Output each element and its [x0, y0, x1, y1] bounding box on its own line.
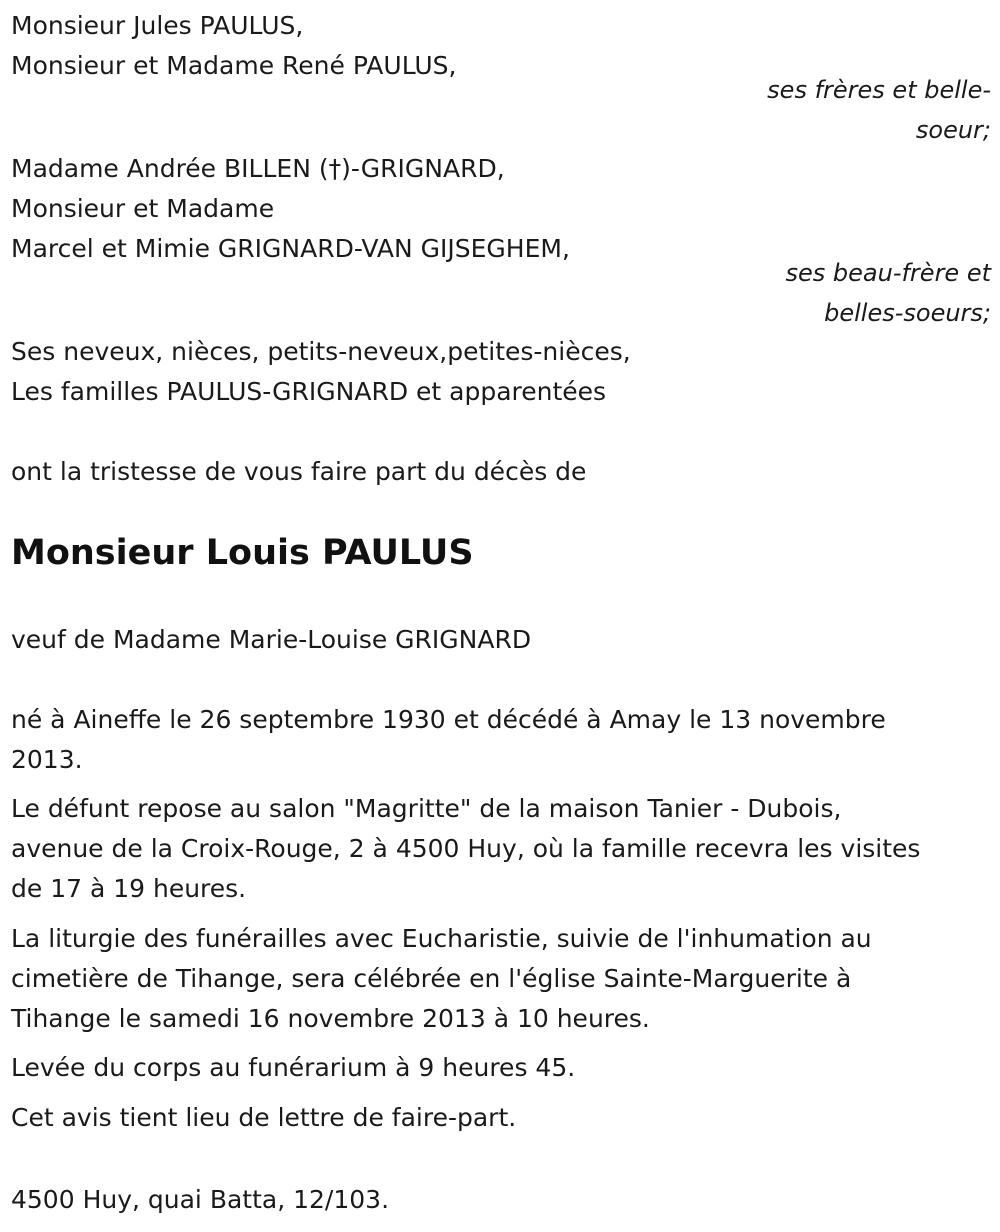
birth-death-line1: né à Aineffe le 26 septembre 1930 et décédé à Amay le 13 novembre	[11, 705, 886, 734]
relation-in-laws-line1: ses beau-frère et	[785, 259, 991, 287]
repose-line1: Le défunt repose au salon "Magritte" de la maison Tanier - Dubois,	[11, 794, 842, 823]
relation-siblings-line2: soeur;	[915, 116, 991, 144]
repose-line2: avenue de la Croix-Rouge, 2 à 4500 Huy, où la famille recevra les visites	[11, 834, 921, 863]
birth-death-line2: 2013.	[11, 745, 83, 774]
levee-line: Levée du corps au funérarium à 9 heures 45.	[11, 1053, 576, 1082]
family-member-rene: Monsieur et Madame René PAULUS,	[11, 51, 457, 80]
family-related: Les familles PAULUS-GRIGNARD et apparentées	[11, 377, 607, 406]
address-line: 4500 Huy, quai Batta, 12/103.	[11, 1185, 390, 1214]
liturgy-line3: Tihange le samedi 16 novembre 2013 à 10 heures.	[11, 1004, 650, 1033]
family-member-marcel-heading: Monsieur et Madame	[11, 194, 275, 223]
notice-line: Cet avis tient lieu de lettre de faire-part.	[11, 1103, 517, 1132]
family-nephews-nieces: Ses neveux, nièces, petits-neveux,petites-nièces,	[11, 337, 631, 366]
family-member-andree: Madame Andrée BILLEN (†)-GRIGNARD,	[11, 154, 505, 183]
deceased-name: Monsieur Louis PAULUS	[11, 533, 474, 573]
family-member-jules: Monsieur Jules PAULUS,	[11, 11, 304, 40]
family-member-marcel-mimie: Marcel et Mimie GRIGNARD-VAN GIJSEGHEM,	[11, 234, 570, 263]
widower-line: veuf de Madame Marie-Louise GRIGNARD	[11, 625, 532, 654]
repose-line3: de 17 à 19 heures.	[11, 874, 247, 903]
relation-in-laws-line2: belles-soeurs;	[824, 299, 991, 327]
liturgy-line1: La liturgie des funérailles avec Eucharistie, suivie de l'inhumation au	[11, 924, 872, 953]
relation-siblings-line1: ses frères et belle-	[767, 76, 991, 104]
announcement-text: ont la tristesse de vous faire part du décès de	[11, 457, 587, 486]
liturgy-line2: cimetière de Tihange, sera célébrée en l'église Sainte-Marguerite à	[11, 964, 852, 993]
